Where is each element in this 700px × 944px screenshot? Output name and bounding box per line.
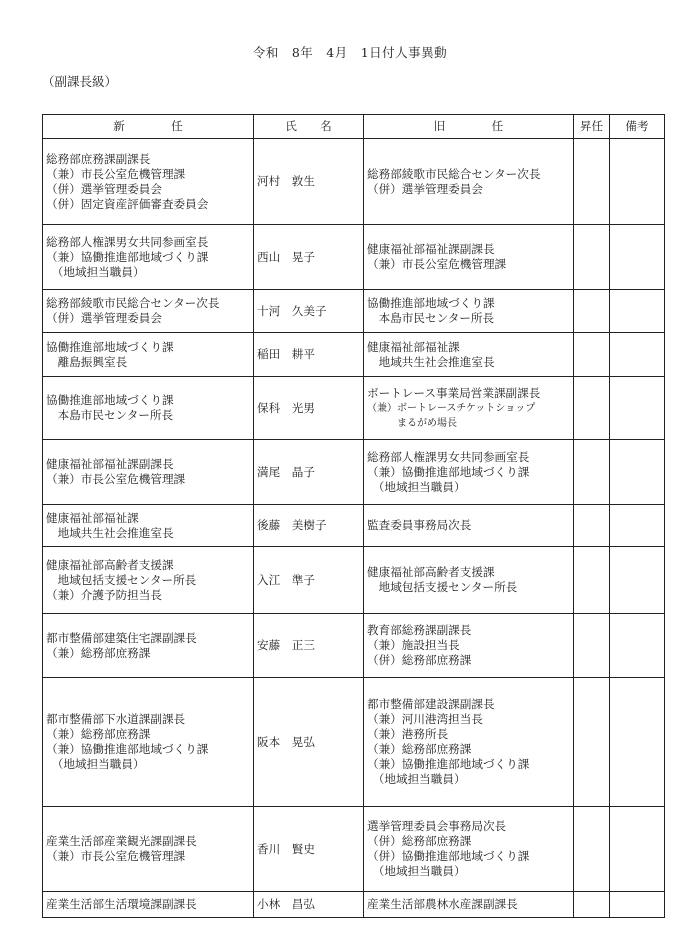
promotion-cell (574, 505, 610, 547)
old-post-cell-line: 健康福祉部福祉課副課長 (367, 242, 495, 256)
table-row (43, 440, 665, 505)
name-cell: 十河 久美子 (254, 290, 364, 333)
old-post-cell-line: （地域担当職員） (367, 864, 466, 878)
remarks-cell (610, 225, 665, 290)
old-post-cell-line: 健康福祉部高齢者支援課 (367, 565, 495, 579)
new-post-cell (43, 505, 254, 547)
table-row (43, 547, 665, 614)
header-old-post: 旧 任 (364, 115, 574, 139)
new-post-cell (43, 807, 254, 892)
old-post-cell (364, 892, 574, 918)
old-post-cell-line: 監査委員事務局次長 (367, 518, 472, 532)
old-post-cell (364, 139, 574, 225)
table-row (43, 225, 665, 290)
new-post-cell-line: 健康福祉部福祉課 (46, 510, 139, 525)
new-post-cell-line: 本島市民センター所長 (46, 408, 174, 422)
table-row (43, 139, 665, 225)
new-post-cell-line: （併）選挙管理委員会 (46, 311, 162, 325)
new-post-cell-line: （兼）介護予防担当長 (46, 587, 162, 602)
new-post-cell-line: （併）固定資産評価審査委員会 (46, 196, 209, 211)
old-post-cell-line: （兼）協働推進部地域づくり課 (367, 757, 530, 771)
promotion-cell (574, 614, 610, 678)
old-post-cell-line: 産業生活部農林水産課副課長 (367, 897, 518, 911)
new-post-cell-line: （兼）市長公室危機管理課 (46, 472, 186, 486)
new-post-cell-line: 総務部庶務課副課長 (46, 151, 151, 166)
new-post-cell (43, 225, 254, 290)
remarks-cell (610, 290, 665, 333)
old-post-cell-line: 地域共生社会推進室長 (367, 354, 495, 369)
promotion-cell (574, 290, 610, 333)
old-post-cell (364, 505, 574, 547)
table-row (43, 807, 665, 892)
old-post-cell-line: （兼）施設担当長 (367, 638, 460, 652)
name-cell: 保科 光男 (254, 377, 364, 440)
new-post-cell-line: 健康福祉部福祉課副課長 (46, 457, 174, 471)
promotion-cell (574, 225, 610, 290)
new-post-cell-line: 都市整備部建築住宅課副課長 (46, 630, 197, 645)
promotion-cell (574, 377, 610, 440)
remarks-cell (610, 440, 665, 505)
new-post-cell-line: 産業生活部生活環境課副課長 (46, 897, 197, 911)
table-row (43, 377, 665, 440)
old-post-cell (364, 614, 574, 678)
old-post-cell-line: まるがめ場長 (367, 417, 457, 429)
promotion-cell (574, 892, 610, 918)
remarks-cell (610, 377, 665, 440)
header-promotion: 昇任 (574, 115, 610, 139)
new-post-cell (43, 377, 254, 440)
new-post-cell (43, 678, 254, 807)
name-cell: 西山 晃子 (254, 225, 364, 290)
remarks-cell (610, 139, 665, 225)
header-new-post: 新 任 (43, 115, 254, 139)
promotion-cell (574, 547, 610, 614)
new-post-cell (43, 547, 254, 614)
new-post-cell (43, 892, 254, 918)
old-post-cell (364, 333, 574, 377)
old-post-cell-line: 選挙管理委員会事務局次長 (367, 819, 507, 833)
old-post-cell (364, 547, 574, 614)
name-cell: 香川 賢史 (254, 807, 364, 892)
new-post-cell-line: （兼）協働推進部地域づくり課 (46, 742, 209, 756)
old-post-cell-line: （併）選挙管理委員会 (367, 181, 483, 196)
old-post-cell-line: 本島市民センター所長 (367, 311, 495, 325)
table-header-row (43, 115, 665, 139)
remarks-cell (610, 807, 665, 892)
new-post-cell-line: 総務部人権課男女共同参画室長 (46, 234, 209, 249)
old-post-cell (364, 440, 574, 505)
name-cell: 後藤 美樹子 (254, 505, 364, 547)
promotion-cell (574, 807, 610, 892)
promotion-cell (574, 440, 610, 505)
table-row (43, 892, 665, 918)
new-post-cell (43, 139, 254, 225)
old-post-cell-line: （兼）河川港湾担当長 (367, 712, 483, 726)
new-post-cell-line: （兼）協働推進部地域づくり課 (46, 249, 209, 264)
new-post-cell-line: （兼）市長公室危機管理課 (46, 166, 186, 181)
table-row (43, 333, 665, 377)
old-post-cell-line: （併）協働推進部地域づくり課 (367, 849, 530, 863)
old-post-cell (364, 225, 574, 290)
remarks-cell (610, 333, 665, 377)
new-post-cell-line: （地域担当職員） (46, 757, 145, 771)
new-post-cell (43, 614, 254, 678)
promotion-cell (574, 678, 610, 807)
promotion-cell (574, 333, 610, 377)
old-post-cell-line: 総務部綾歌市民総合センター次長 (367, 166, 541, 181)
old-post-cell-line: （兼）協働推進部地域づくり課 (367, 464, 530, 479)
new-post-cell-line: 産業生活部産業観光課副課長 (46, 834, 197, 848)
header-remarks: 備考 (610, 115, 665, 139)
old-post-cell-line: （兼）ボートレースチケットショップ (367, 402, 536, 414)
name-cell: 安藤 正三 (254, 614, 364, 678)
name-cell: 河村 敦生 (254, 139, 364, 225)
document-subtitle: （副課長級） (42, 74, 118, 89)
new-post-cell-line: 地域包括支援センター所長 (46, 572, 197, 587)
old-post-cell-line: （兼）港務所長 (367, 727, 449, 741)
new-post-cell-line: 健康福祉部高齢者支援課 (46, 557, 174, 572)
old-post-cell-line: 協働推進部地域づくり課 (367, 296, 495, 310)
document-title: 令和 8年 4月 1日付人事異動 (252, 45, 448, 60)
remarks-cell (610, 678, 665, 807)
header-name: 氏 名 (254, 115, 364, 139)
new-post-cell (43, 290, 254, 333)
old-post-cell-line: 総務部人権課男女共同参画室長 (367, 449, 530, 464)
old-post-cell-line: （地域担当職員） (367, 479, 466, 494)
table-row (43, 505, 665, 547)
new-post-cell-line: 地域共生社会推進室長 (46, 525, 174, 540)
new-post-cell-line: 協働推進部地域づくり課 (46, 393, 174, 407)
old-post-cell (364, 678, 574, 807)
old-post-cell-line: 都市整備部建設課副課長 (367, 697, 495, 711)
new-post-cell-line: （兼）市長公室危機管理課 (46, 849, 186, 863)
old-post-cell-line: （兼）市長公室危機管理課 (367, 257, 507, 271)
old-post-cell (364, 807, 574, 892)
new-post-cell-line: 離島振興室長 (46, 354, 128, 369)
new-post-cell (43, 440, 254, 505)
new-post-cell-line: （兼）総務部庶務課 (46, 645, 151, 660)
remarks-cell (610, 547, 665, 614)
promotion-cell (574, 139, 610, 225)
old-post-cell-line: （併）総務部庶務課 (367, 653, 472, 667)
new-post-cell-line: （地域担当職員） (46, 264, 145, 279)
name-cell: 小林 昌弘 (254, 892, 364, 918)
name-cell: 阪本 晃弘 (254, 678, 364, 807)
old-post-cell-line: 健康福祉部福祉課 (367, 339, 460, 354)
table-row (43, 614, 665, 678)
remarks-cell (610, 892, 665, 918)
old-post-cell-line: （併）総務部庶務課 (367, 834, 472, 848)
remarks-cell (610, 614, 665, 678)
new-post-cell (43, 333, 254, 377)
name-cell: 稲田 耕平 (254, 333, 364, 377)
remarks-cell (610, 505, 665, 547)
name-cell: 満尾 晶子 (254, 440, 364, 505)
new-post-cell-line: 総務部綾歌市民総合センター次長 (46, 296, 220, 310)
name-cell: 入江 準子 (254, 547, 364, 614)
personnel-table (42, 114, 665, 918)
new-post-cell-line: （併）選挙管理委員会 (46, 181, 162, 196)
old-post-cell-line: 地域包括支援センター所長 (367, 580, 518, 594)
old-post-cell-line: （兼）総務部庶務課 (367, 742, 472, 756)
old-post-cell (364, 377, 574, 440)
old-post-cell-line: ボートレース事業局営業課副課長 (367, 385, 541, 400)
new-post-cell-line: （兼）総務部庶務課 (46, 727, 151, 741)
new-post-cell-line: 協働推進部地域づくり課 (46, 339, 174, 354)
table-row (43, 290, 665, 333)
table-body (43, 139, 665, 918)
new-post-cell-line: 都市整備部下水道課副課長 (46, 712, 186, 726)
old-post-cell (364, 290, 574, 333)
old-post-cell-line: （地域担当職員） (367, 772, 466, 786)
table-row (43, 678, 665, 807)
old-post-cell-line: 教育部総務課副課長 (367, 623, 472, 637)
